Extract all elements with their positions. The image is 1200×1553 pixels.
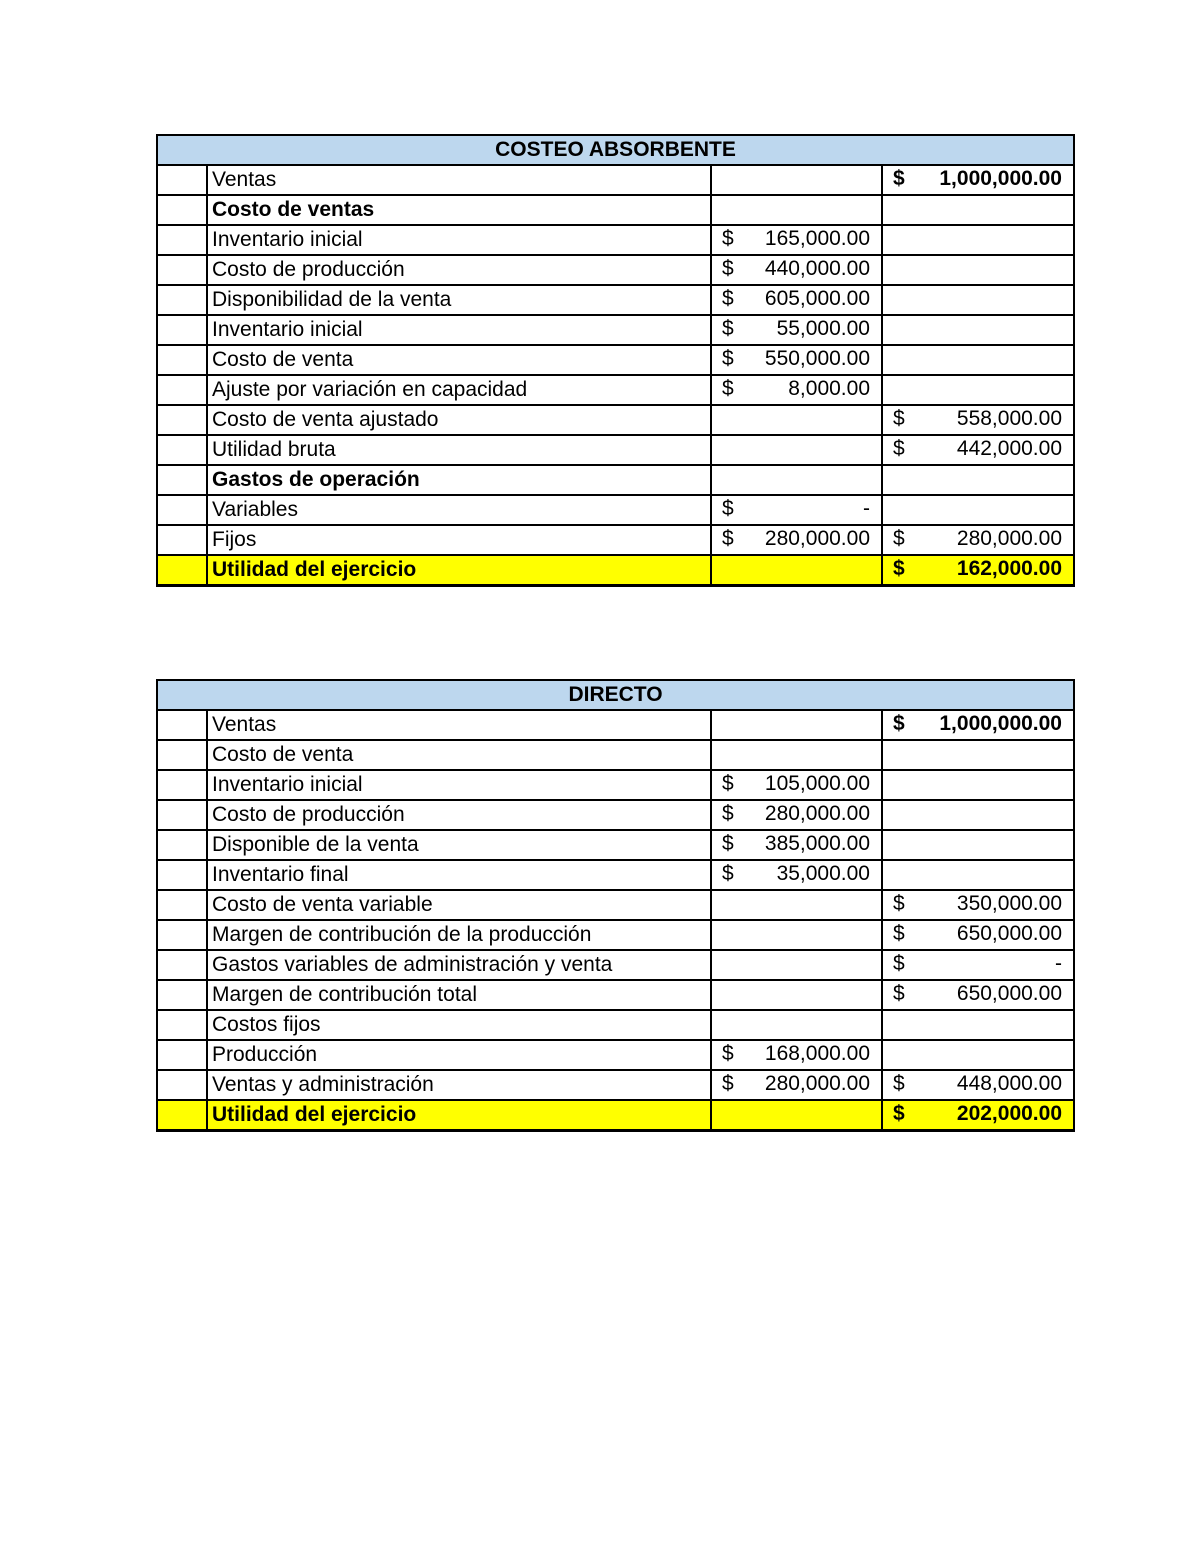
amount-value: 8,000.00 xyxy=(788,377,870,400)
amount-value: 1,000,000.00 xyxy=(939,712,1062,735)
amount-value: 558,000.00 xyxy=(956,407,1062,430)
total-amount-cell xyxy=(882,980,1074,1010)
table-row xyxy=(157,800,1074,830)
row-label: Costo de venta xyxy=(207,740,711,770)
row-label: Disponible de la venta xyxy=(207,830,711,860)
row-label: Inventario final xyxy=(207,860,711,890)
table-header xyxy=(157,680,1074,710)
table-row xyxy=(157,465,1074,495)
table-row xyxy=(157,255,1074,285)
row-label: Costo de producción xyxy=(207,255,711,285)
row-label: Ventas xyxy=(207,165,711,195)
table-row xyxy=(157,950,1074,980)
row-label: Ventas y administración xyxy=(207,1070,711,1100)
row-label: Variables xyxy=(207,495,711,525)
currency-symbol: $ xyxy=(893,437,905,460)
row-label: Utilidad del ejercicio xyxy=(207,555,711,586)
blank-cell xyxy=(157,920,207,950)
partial-amount-cell xyxy=(711,345,882,375)
row-label: Margen de contribución de la producción xyxy=(207,920,711,950)
total-amount-cell xyxy=(882,890,1074,920)
total-amount-cell xyxy=(882,950,1074,980)
total-amount-cell xyxy=(882,435,1074,465)
table-row xyxy=(157,770,1074,800)
blank-cell xyxy=(157,405,207,435)
amount-value: 280,000.00 xyxy=(764,1072,870,1095)
row-label: Inventario inicial xyxy=(207,225,711,255)
currency-symbol: $ xyxy=(722,802,734,825)
partial-amount-cell xyxy=(711,770,882,800)
partial-amount-cell xyxy=(711,740,882,770)
table-header xyxy=(157,135,1074,165)
currency-symbol: $ xyxy=(893,952,905,975)
currency-symbol: $ xyxy=(722,1072,734,1095)
currency-symbol: $ xyxy=(893,1102,905,1125)
row-label: Gastos de operación xyxy=(207,465,711,495)
currency-symbol: $ xyxy=(893,407,905,430)
amount-value: 162,000.00 xyxy=(956,557,1062,580)
partial-amount-cell xyxy=(711,980,882,1010)
partial-amount-cell xyxy=(711,1010,882,1040)
table-row xyxy=(157,315,1074,345)
table-row xyxy=(157,1040,1074,1070)
amount-value: 202,000.00 xyxy=(956,1102,1062,1125)
partial-amount-cell xyxy=(711,435,882,465)
partial-amount-cell xyxy=(711,860,882,890)
table-row xyxy=(157,195,1074,225)
total-amount-cell xyxy=(882,495,1074,525)
partial-amount-cell xyxy=(711,830,882,860)
row-label: Costo de venta xyxy=(207,345,711,375)
currency-symbol: $ xyxy=(893,527,905,550)
partial-amount-cell xyxy=(711,495,882,525)
row-label: Costos fijos xyxy=(207,1010,711,1040)
row-label: Costo de venta ajustado xyxy=(207,405,711,435)
currency-symbol: $ xyxy=(893,712,905,735)
blank-cell xyxy=(157,225,207,255)
partial-amount-cell xyxy=(711,800,882,830)
total-amount-cell xyxy=(882,830,1074,860)
amount-value: 550,000.00 xyxy=(764,347,870,370)
total-amount-cell xyxy=(882,920,1074,950)
partial-amount-cell xyxy=(711,1040,882,1070)
total-amount-cell xyxy=(882,555,1074,586)
table-title: COSTEO ABSORBENTE xyxy=(157,135,1074,165)
total-amount-cell xyxy=(882,1070,1074,1100)
table-row xyxy=(157,525,1074,555)
row-label: Costo de producción xyxy=(207,800,711,830)
table-row xyxy=(157,920,1074,950)
currency-symbol: $ xyxy=(722,377,734,400)
partial-amount-cell xyxy=(711,465,882,495)
amount-value: 55,000.00 xyxy=(776,317,870,340)
total-amount-cell xyxy=(882,195,1074,225)
partial-amount-cell xyxy=(711,950,882,980)
total-amount-cell xyxy=(882,1010,1074,1040)
table-row xyxy=(157,405,1074,435)
blank-cell xyxy=(157,315,207,345)
total-amount-cell xyxy=(882,225,1074,255)
blank-cell xyxy=(157,255,207,285)
partial-amount-cell xyxy=(711,525,882,555)
row-label: Costo de venta variable xyxy=(207,890,711,920)
total-amount-cell xyxy=(882,1040,1074,1070)
blank-cell xyxy=(157,1040,207,1070)
table-row xyxy=(157,860,1074,890)
amount-value: 448,000.00 xyxy=(956,1072,1062,1095)
table-row xyxy=(157,225,1074,255)
blank-cell xyxy=(157,710,207,740)
blank-cell xyxy=(157,950,207,980)
total-amount-cell xyxy=(882,285,1074,315)
row-label: Disponibilidad de la venta xyxy=(207,285,711,315)
amount-value: 442,000.00 xyxy=(956,437,1062,460)
currency-symbol: $ xyxy=(722,257,734,280)
amount-value: 1,000,000.00 xyxy=(939,167,1062,190)
table-row xyxy=(157,1010,1074,1040)
total-amount-cell xyxy=(882,315,1074,345)
blank-cell xyxy=(157,375,207,405)
blank-cell xyxy=(157,1010,207,1040)
total-amount-cell xyxy=(882,525,1074,555)
amount-value: 280,000.00 xyxy=(764,802,870,825)
table-row xyxy=(157,495,1074,525)
amount-value: 165,000.00 xyxy=(764,227,870,250)
amount-value: 440,000.00 xyxy=(764,257,870,280)
row-label: Producción xyxy=(207,1040,711,1070)
total-amount-cell xyxy=(882,1100,1074,1131)
currency-symbol: $ xyxy=(722,832,734,855)
partial-amount-cell xyxy=(711,195,882,225)
table-row xyxy=(157,345,1074,375)
currency-symbol: $ xyxy=(893,982,905,1005)
row-label: Ajuste por variación en capacidad xyxy=(207,375,711,405)
currency-symbol: $ xyxy=(893,892,905,915)
amount-value: 350,000.00 xyxy=(956,892,1062,915)
costeo-absorbente-table xyxy=(156,134,1075,587)
table-row xyxy=(157,980,1074,1010)
blank-cell xyxy=(157,345,207,375)
row-label: Inventario inicial xyxy=(207,770,711,800)
blank-cell xyxy=(157,830,207,860)
currency-symbol: $ xyxy=(893,1072,905,1095)
partial-amount-cell xyxy=(711,1070,882,1100)
amount-value: 650,000.00 xyxy=(956,982,1062,1005)
blank-cell xyxy=(157,800,207,830)
blank-cell xyxy=(157,525,207,555)
table-row xyxy=(157,555,1074,586)
table-row xyxy=(157,435,1074,465)
row-label: Fijos xyxy=(207,525,711,555)
total-amount-cell xyxy=(882,165,1074,195)
partial-amount-cell xyxy=(711,165,882,195)
blank-cell xyxy=(157,465,207,495)
total-amount-cell xyxy=(882,465,1074,495)
blank-cell xyxy=(157,165,207,195)
partial-amount-cell xyxy=(711,405,882,435)
row-label: Margen de contribución total xyxy=(207,980,711,1010)
amount-value: 105,000.00 xyxy=(764,772,870,795)
currency-symbol: $ xyxy=(722,497,734,520)
row-label: Gastos variables de administración y venta xyxy=(207,950,711,980)
total-amount-cell xyxy=(882,345,1074,375)
table-row xyxy=(157,710,1074,740)
table-row xyxy=(157,1100,1074,1131)
total-amount-cell xyxy=(882,740,1074,770)
row-label: Ventas xyxy=(207,710,711,740)
partial-amount-cell xyxy=(711,710,882,740)
currency-symbol: $ xyxy=(893,167,905,190)
total-amount-cell xyxy=(882,375,1074,405)
currency-symbol: $ xyxy=(722,527,734,550)
table-row xyxy=(157,1070,1074,1100)
row-label: Utilidad bruta xyxy=(207,435,711,465)
blank-cell xyxy=(157,1100,207,1131)
partial-amount-cell xyxy=(711,920,882,950)
directo-table xyxy=(156,679,1075,1132)
amount-value: - xyxy=(1055,952,1062,975)
partial-amount-cell xyxy=(711,225,882,255)
amount-value: 168,000.00 xyxy=(764,1042,870,1065)
amount-value: 35,000.00 xyxy=(776,862,870,885)
amount-value: - xyxy=(863,497,870,520)
table-row xyxy=(157,890,1074,920)
amount-value: 280,000.00 xyxy=(956,527,1062,550)
partial-amount-cell xyxy=(711,315,882,345)
partial-amount-cell xyxy=(711,255,882,285)
row-label: Costo de ventas xyxy=(207,195,711,225)
currency-symbol: $ xyxy=(893,557,905,580)
blank-cell xyxy=(157,285,207,315)
amount-value: 280,000.00 xyxy=(764,527,870,550)
currency-symbol: $ xyxy=(722,772,734,795)
amount-value: 385,000.00 xyxy=(764,832,870,855)
total-amount-cell xyxy=(882,710,1074,740)
amount-value: 650,000.00 xyxy=(956,922,1062,945)
table-row xyxy=(157,830,1074,860)
partial-amount-cell xyxy=(711,1100,882,1131)
blank-cell xyxy=(157,740,207,770)
partial-amount-cell xyxy=(711,890,882,920)
currency-symbol: $ xyxy=(893,922,905,945)
total-amount-cell xyxy=(882,255,1074,285)
row-label: Inventario inicial xyxy=(207,315,711,345)
total-amount-cell xyxy=(882,800,1074,830)
row-label: Utilidad del ejercicio xyxy=(207,1100,711,1131)
currency-symbol: $ xyxy=(722,862,734,885)
partial-amount-cell xyxy=(711,555,882,586)
partial-amount-cell xyxy=(711,285,882,315)
blank-cell xyxy=(157,980,207,1010)
blank-cell xyxy=(157,435,207,465)
total-amount-cell xyxy=(882,860,1074,890)
blank-cell xyxy=(157,195,207,225)
table-row xyxy=(157,375,1074,405)
blank-cell xyxy=(157,495,207,525)
currency-symbol: $ xyxy=(722,347,734,370)
table-title: DIRECTO xyxy=(157,680,1074,710)
currency-symbol: $ xyxy=(722,227,734,250)
table-row xyxy=(157,285,1074,315)
table-row xyxy=(157,165,1074,195)
blank-cell xyxy=(157,1070,207,1100)
blank-cell xyxy=(157,860,207,890)
total-amount-cell xyxy=(882,770,1074,800)
partial-amount-cell xyxy=(711,375,882,405)
total-amount-cell xyxy=(882,405,1074,435)
table-row xyxy=(157,740,1074,770)
amount-value: 605,000.00 xyxy=(764,287,870,310)
currency-symbol: $ xyxy=(722,1042,734,1065)
currency-symbol: $ xyxy=(722,287,734,310)
blank-cell xyxy=(157,890,207,920)
blank-cell xyxy=(157,555,207,586)
blank-cell xyxy=(157,770,207,800)
currency-symbol: $ xyxy=(722,317,734,340)
